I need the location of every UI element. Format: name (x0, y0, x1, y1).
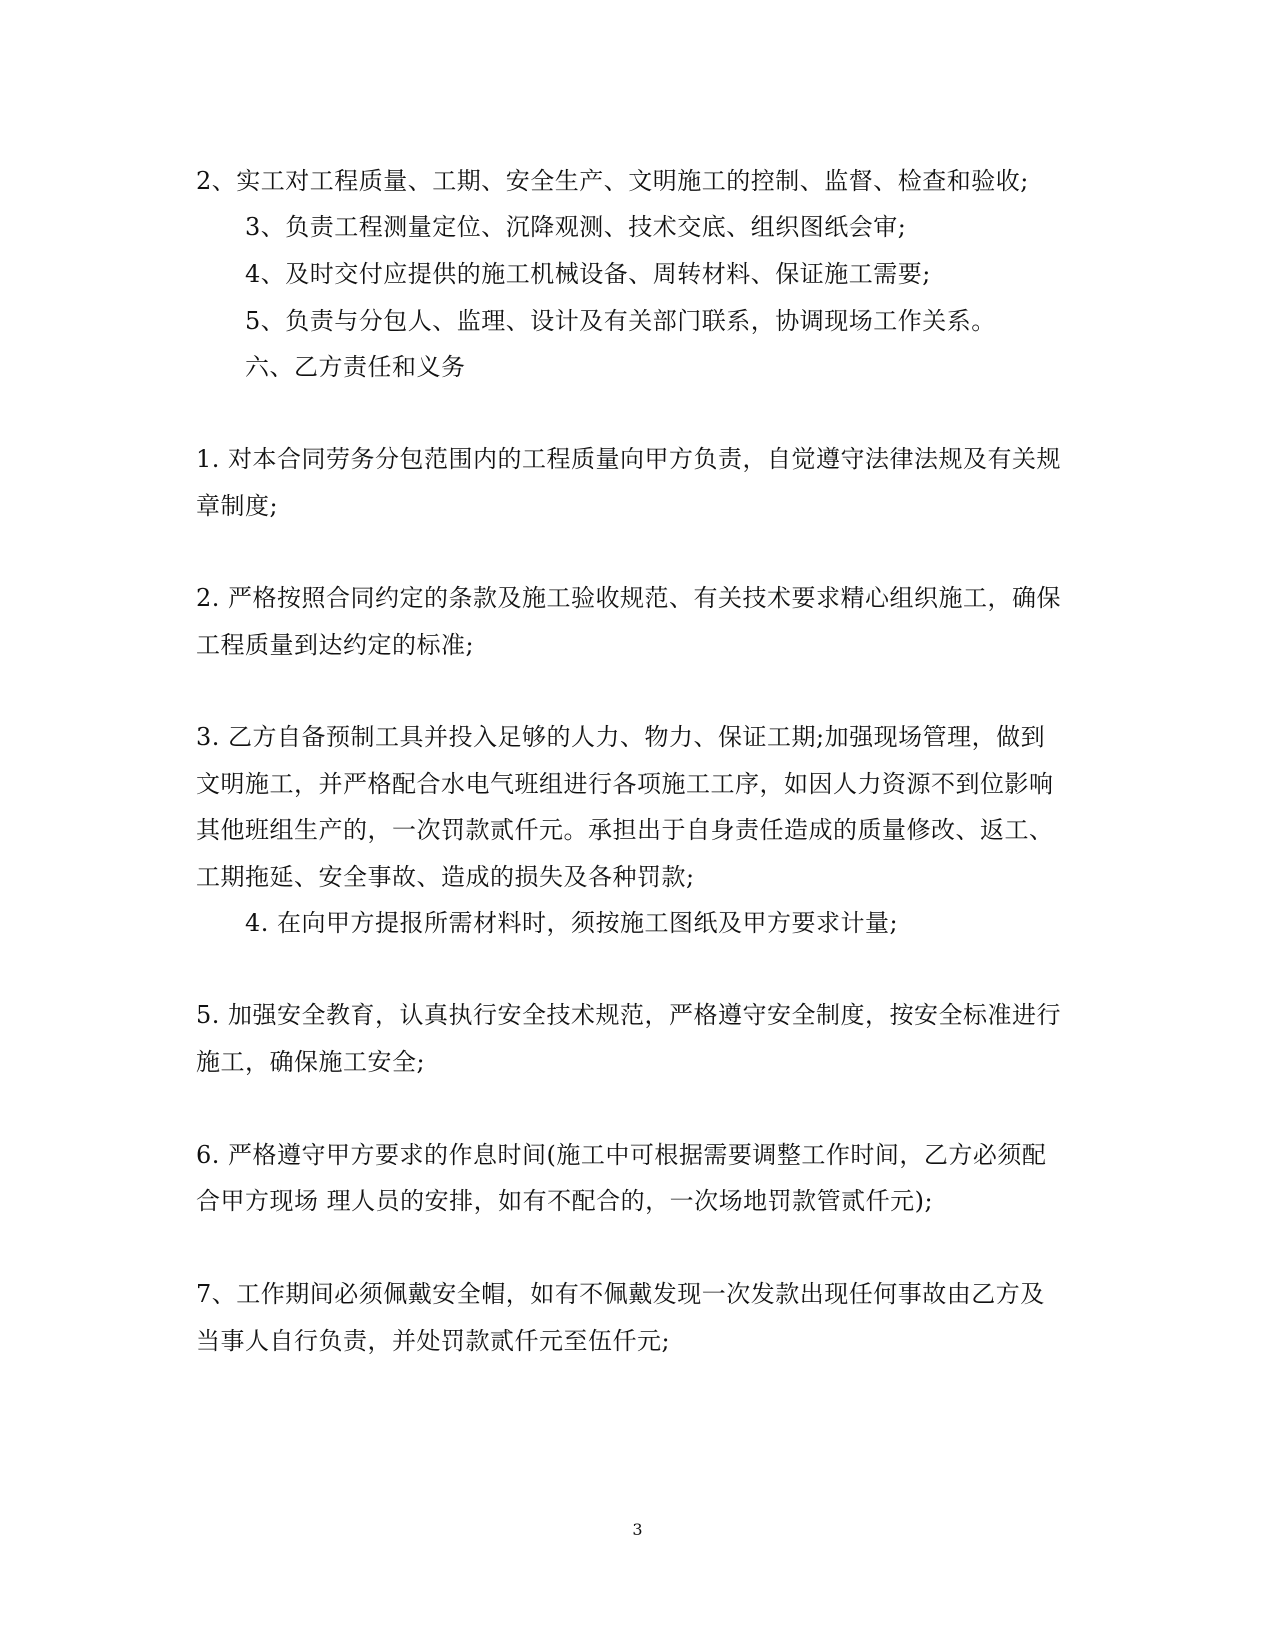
section-heading: 六、乙方责任和义务 (245, 353, 466, 381)
text-line-4: 5、负责与分包人、监理、设计及有关部门联系，协调现场工作关系。 (245, 307, 996, 335)
text-line-16: 施工，确保施工安全; (196, 1048, 426, 1076)
text-line-19: 7、工作期间必须佩戴安全帽，如有不佩戴发现一次发款出现任何事故由乙方及 (196, 1280, 1045, 1308)
text-line-8: 2. 严格按照合同约定的条款及施工验收规范、有关技术要求精心组织施工，确保 (196, 584, 1062, 612)
text-line-18: 合甲方现场 理人员的安排，如有不配合的，一次场地罚款管贰仟元); (196, 1187, 934, 1215)
text-line-17: 6. 严格遵守甲方要求的作息时间(施工中可根据需要调整工作时间，乙方必须配 (196, 1141, 1047, 1169)
text-line-7: 章制度; (196, 492, 279, 520)
text-line-20: 当事人自行负责，并处罚款贰仟元至伍仟元; (196, 1327, 671, 1355)
text-line-3: 4、及时交付应提供的施工机械设备、周转材料、保证施工需要; (245, 260, 931, 288)
page-number: 3 (632, 1520, 643, 1539)
text-line-9: 工程质量到达约定的标准; (196, 631, 475, 659)
text-line-11: 文明施工，并严格配合水电气班组进行各项施工工序，如因人力资源不到位影响 (196, 770, 1054, 798)
text-line-6: 1. 对本合同劳务分包范围内的工程质量向甲方负责，自觉遵守法律法规及有关规 (196, 445, 1062, 473)
text-line-2: 3、负责工程测量定位、沉降观测、技术交底、组织图纸会审; (245, 213, 907, 241)
text-line-1: 2、实工对工程质量、工期、安全生产、文明施工的控制、监督、检查和验收; (196, 167, 1029, 195)
text-line-15: 5. 加强安全教育，认真执行安全技术规范，严格遵守安全制度，按安全标准进行 (196, 1001, 1062, 1029)
text-line-10: 3. 乙方自备预制工具并投入足够的人力、物力、保证工期;加强现场管理，做到 (196, 723, 1046, 751)
text-line-13: 工期拖延、安全事故、造成的损失及各种罚款; (196, 863, 695, 891)
text-line-14: 4. 在向甲方提报所需材料时，须按施工图纸及甲方要求计量; (245, 909, 899, 937)
text-line-12: 其他班组生产的，一次罚款贰仟元。承担出于自身责任造成的质量修改、返工、 (196, 816, 1054, 844)
